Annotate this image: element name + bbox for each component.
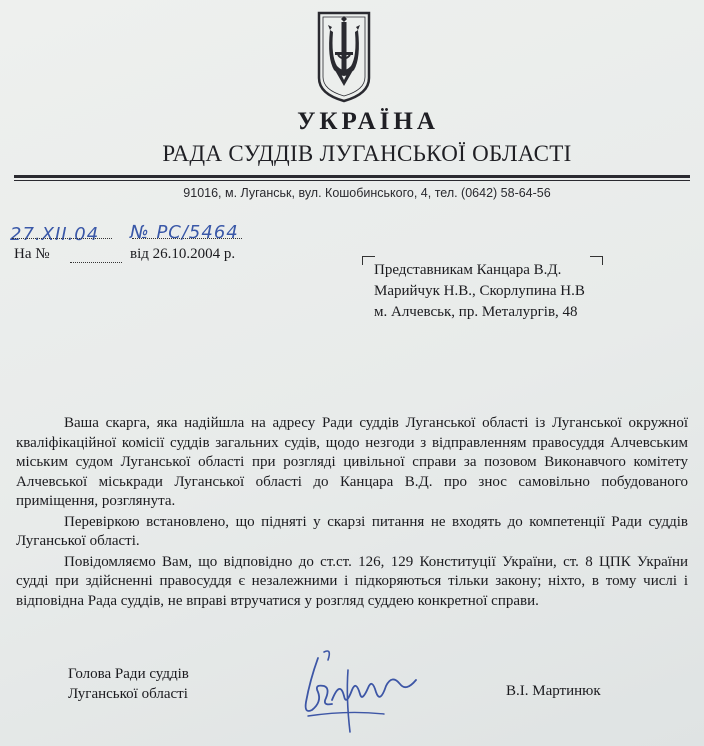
council-address: 91016, м. Луганськ, вул. Кошобинського, 4, тел. (0642) 58-64-56 bbox=[183, 186, 551, 200]
addressee-bracket-right bbox=[590, 256, 603, 265]
header-rule-thick bbox=[14, 175, 690, 178]
handwritten-signature bbox=[288, 640, 438, 740]
addressee-block bbox=[374, 260, 585, 323]
date-underline bbox=[12, 238, 112, 239]
signatory-title bbox=[68, 664, 189, 704]
signatory-title-line: Голова Ради суддів bbox=[68, 666, 189, 682]
addressee-line: Марийчук Н.В., Скорлупина Н.В bbox=[374, 283, 585, 299]
council-title: РАДА СУДДІВ ЛУГАНСЬКОЇ ОБЛАСТІ bbox=[162, 141, 572, 166]
addressee-line: м. Алчевськ, пр. Металургів, 48 bbox=[374, 304, 578, 320]
header-rule-thin bbox=[14, 180, 690, 181]
body-paragraph: Повідомляємо Вам, що відповідно до ст.ст. 126, 129 Конституції України, ст. 8 ЦПК України судді при здійсненні правосуддя є незалежними і підкоряються тільки закону; ніхто, в тому числі і відповідна Рада суддів, не вправі втручатися у розгляд суддею конкретної справи. bbox=[16, 553, 688, 609]
reference-date: від 26.10.2004 р. bbox=[130, 246, 236, 262]
body-paragraph: Ваша скарга, яка надійшла на адресу Ради суддів Луганської області із Луганської окружної кваліфікаційної комісії суддів загальних судів, щодо незгоди з відправленням правосуддя Алчевським міським судом Луганської області при розгляді цивільної справи за позовом Виконавчого комітету Алчевської міськради Луганської області до Канцара В.Д. про знос самовільно побудованого приміщення, розглянута. bbox=[16, 415, 688, 509]
country-title: УКРАЇНА bbox=[297, 108, 439, 135]
handwritten-number: № РС/5464 bbox=[130, 222, 239, 243]
number-underline bbox=[132, 238, 242, 239]
reference-label: На № bbox=[14, 246, 50, 262]
signatory-name: В.І. Мартинюк bbox=[506, 683, 601, 699]
body-paragraph: Перевіркою встановлено, що підняті у скарзі питання не входять до компетенції Ради суддів Луганської області. bbox=[16, 513, 688, 549]
trident-emblem-icon bbox=[316, 10, 372, 104]
signatory-title-line: Луганської області bbox=[68, 686, 188, 702]
addressee-line: Представникам Канцара В.Д. bbox=[374, 262, 562, 278]
letter-body bbox=[16, 414, 688, 612]
reference-underline bbox=[70, 262, 122, 263]
handwritten-date: 27.XII.04 bbox=[10, 224, 100, 245]
